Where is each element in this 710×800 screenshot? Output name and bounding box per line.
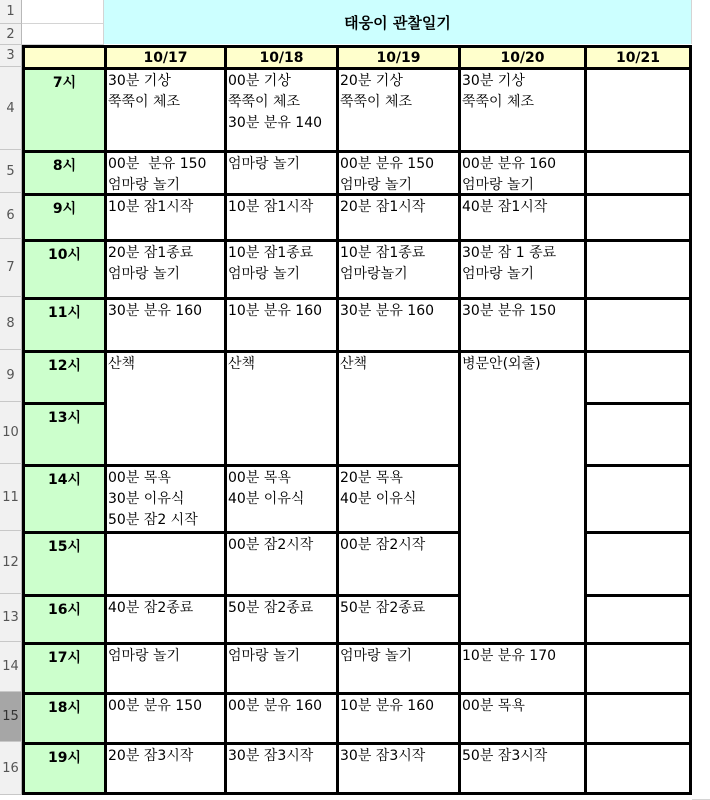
hour-label-18[interactable]: 18시 [22,692,104,742]
entry-r8-col1[interactable]: 00분 분유 150 엄마랑 놀기 [104,150,224,193]
hour-label-19[interactable]: 19시 [22,742,104,795]
entry-r16-col2[interactable]: 50분 잠2종료 [224,594,336,642]
date-header-1[interactable]: 10/17 [104,45,224,67]
entry-r14-col2[interactable]: 00분 목욕 40분 이유식 [224,464,336,531]
entry-r18-col3[interactable]: 10분 분유 160 [336,692,458,742]
hour-label-15[interactable]: 15시 [22,531,104,594]
row-header-14[interactable]: 14 [0,642,22,692]
entry-r12-col4-merged[interactable]: 병문안(외출) [458,350,584,642]
hour-label-9[interactable]: 9시 [22,193,104,239]
entry-r16-col1[interactable]: 40분 잠2종료 [104,594,224,642]
hour-label-10[interactable]: 10시 [22,239,104,297]
row-header-1[interactable]: 1 [0,0,22,24]
entry-r12-col1[interactable]: 산책 [104,350,224,464]
row-header-5[interactable]: 5 [0,150,22,193]
entry-r11-col4[interactable]: 30분 분유 150 [458,297,584,350]
entry-r7-col1[interactable]: 30분 기상 쭉쭉이 체조 [104,67,224,150]
entry-r14-col3[interactable]: 20분 목욕 40분 이유식 [336,464,458,531]
entry-r17-col5[interactable] [584,642,692,692]
hour-label-11[interactable]: 11시 [22,297,104,350]
entry-r19-col5[interactable] [584,742,692,795]
entry-r19-col3[interactable]: 30분 잠3시작 [336,742,458,795]
row-header-10[interactable]: 10 [0,402,22,464]
row-header-12[interactable]: 12 [0,531,22,594]
entry-r18-col4[interactable]: 00분 목욕 [458,692,584,742]
entry-r19-col1[interactable]: 20분 잠3시작 [104,742,224,795]
cell-blank-right[interactable] [692,0,710,800]
entry-r15-col1[interactable] [104,531,224,594]
entry-r9-col5[interactable] [584,193,692,239]
entry-r8-col4[interactable]: 00분 분유 160 엄마랑 놀기 [458,150,584,193]
hour-label-14[interactable]: 14시 [22,464,104,531]
entry-r8-col5[interactable] [584,150,692,193]
date-header-2[interactable]: 10/18 [224,45,336,67]
entry-r10-col2[interactable]: 10분 잠1종료 엄마랑 놀기 [224,239,336,297]
entry-r8-col2[interactable]: 엄마랑 놀기 [224,150,336,193]
hour-label-8[interactable]: 8시 [22,150,104,193]
row-header-6[interactable]: 6 [0,193,22,239]
entry-r16-col3[interactable]: 50분 잠2종료 [336,594,458,642]
hour-label-16[interactable]: 16시 [22,594,104,642]
entry-r9-col2[interactable]: 10분 잠1시작 [224,193,336,239]
entry-r12-col2[interactable]: 산책 [224,350,336,464]
row-header-7[interactable]: 7 [0,239,22,297]
entry-r7-col4[interactable]: 30분 기상 쭉쭉이 체조 [458,67,584,150]
date-header-5[interactable]: 10/21 [584,45,692,67]
entry-r17-col2[interactable]: 엄마랑 놀기 [224,642,336,692]
entry-r18-col2[interactable]: 00분 분유 160 [224,692,336,742]
cell-blank-a2[interactable] [22,24,104,45]
entry-r15-col5[interactable] [584,531,692,594]
entry-r9-col1[interactable]: 10분 잠1시작 [104,193,224,239]
entry-r10-col4[interactable]: 30분 잠 1 종료 엄마랑 놀기 [458,239,584,297]
hour-label-7[interactable]: 7시 [22,67,104,150]
hour-label-12[interactable]: 12시 [22,350,104,402]
row-header-13[interactable]: 13 [0,594,22,642]
row-header-11[interactable]: 11 [0,464,22,531]
entry-r9-col4[interactable]: 40분 잠1시작 [458,193,584,239]
date-header-3[interactable]: 10/19 [336,45,458,67]
row-header-9[interactable]: 9 [0,350,22,402]
entry-r12-col5[interactable] [584,350,692,402]
entry-r16-col5[interactable] [584,594,692,642]
hour-label-13[interactable]: 13시 [22,402,104,464]
entry-r10-col1[interactable]: 20분 잠1종료 엄마랑 놀기 [104,239,224,297]
cell-blank-a1[interactable] [22,0,104,24]
entry-r15-col3[interactable]: 00분 잠2시작 [336,531,458,594]
entry-r14-col1[interactable]: 00분 목욕 30분 이유식 50분 잠2 시작 [104,464,224,531]
entry-r11-col3[interactable]: 30분 분유 160 [336,297,458,350]
entry-r17-col4[interactable]: 10분 분유 170 [458,642,584,692]
entry-r11-col2[interactable]: 10분 분유 160 [224,297,336,350]
row-header-3[interactable]: 3 [0,45,22,67]
entry-r12-col3[interactable]: 산책 [336,350,458,464]
entry-r17-col1[interactable]: 엄마랑 놀기 [104,642,224,692]
entry-r7-col2[interactable]: 00분 기상 쭉쭉이 체조 30분 분유 140 [224,67,336,150]
entry-r19-col2[interactable]: 30분 잠3시작 [224,742,336,795]
row-header-2[interactable]: 2 [0,24,22,45]
entry-r13-col5[interactable] [584,402,692,464]
row-header-16[interactable]: 16 [0,742,22,795]
date-header-4[interactable]: 10/20 [458,45,584,67]
entry-r19-col4[interactable]: 50분 잠3시작 [458,742,584,795]
entry-r15-col2[interactable]: 00분 잠2시작 [224,531,336,594]
hour-label-17[interactable]: 17시 [22,642,104,692]
row-header-8[interactable]: 8 [0,297,22,350]
entry-r11-col1[interactable]: 30분 분유 160 [104,297,224,350]
entry-r18-col5[interactable] [584,692,692,742]
sheet-title[interactable]: 태웅이 관찰일기 [104,0,692,44]
entry-r8-col3[interactable]: 00분 분유 150 엄마랑 놀기 [336,150,458,193]
entry-r7-col3[interactable]: 20분 기상 쭉쭉이 체조 [336,67,458,150]
entry-r11-col5[interactable] [584,297,692,350]
row-header-4[interactable]: 4 [0,67,22,150]
header-blank-cell[interactable] [22,45,104,67]
entry-r9-col3[interactable]: 20분 잠1시작 [336,193,458,239]
entry-r10-col5[interactable] [584,239,692,297]
entry-r14-col5[interactable] [584,464,692,531]
entry-r17-col3[interactable]: 엄마랑 놀기 [336,642,458,692]
entry-r7-col5[interactable] [584,67,692,150]
row-header-15[interactable]: 15 [0,692,22,742]
entry-r18-col1[interactable]: 00분 분유 150 [104,692,224,742]
entry-r10-col3[interactable]: 10분 잠1종료 엄마랑놀기 [336,239,458,297]
